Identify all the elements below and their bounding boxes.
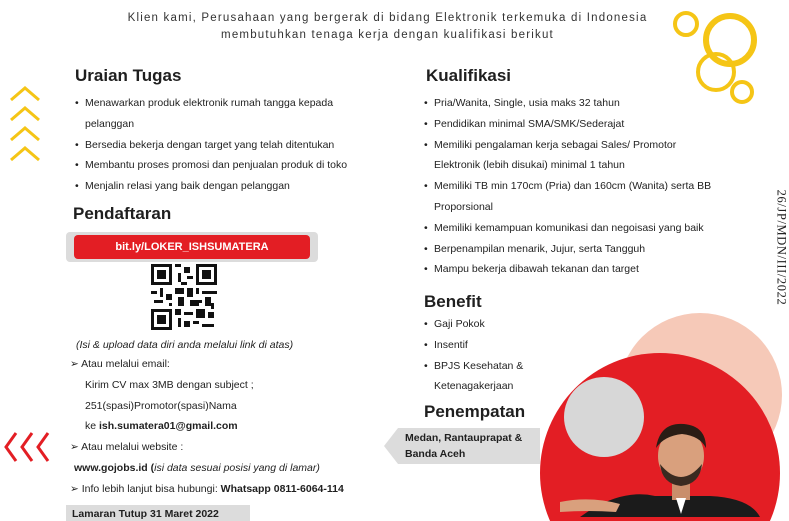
- whatsapp-contact[interactable]: Whatsapp 0811-6064-114: [220, 483, 344, 495]
- website-line: www.gojobs.id (isi data sesuai posisi yang di lamar): [74, 462, 320, 474]
- uraian-tugas-heading: Uraian Tugas: [75, 66, 182, 85]
- list-item: • Bersedia bekerja dengan target yang telah ditentukan: [75, 135, 395, 156]
- list-item: • Menawarkan produk elektronik rumah tangga kepada: [75, 93, 395, 114]
- penempatan-heading: Penempatan: [424, 402, 526, 421]
- list-item: • Memiliki pengalaman kerja sebagai Sales/ Promotor: [424, 135, 754, 156]
- reference-code: 26/JP/MDN/III/2022: [774, 189, 789, 306]
- website-link[interactable]: www.gojobs.id: [74, 462, 148, 474]
- list-item: • Gaji Pokok: [424, 314, 564, 335]
- list-item: • Membantu proses promosi dan penjualan produk di toko: [75, 155, 395, 176]
- list-item: • BPJS Kesehatan &: [424, 356, 564, 377]
- intro-text: [100, 10, 675, 44]
- registration-note: (Isi & upload data diri anda melalui link di atas): [76, 339, 294, 351]
- list-item: • Menjalin relasi yang baik dengan pelanggan: [75, 176, 395, 197]
- arrow-icon: ➢: [70, 483, 82, 495]
- kualifikasi-heading: Kualifikasi: [426, 66, 512, 85]
- kualifikasi-list: [424, 93, 754, 280]
- pendaftaran-heading: Pendaftaran: [73, 204, 172, 223]
- benefit-heading: Benefit: [424, 292, 482, 311]
- placement-locations: [405, 430, 522, 462]
- list-item: • Memiliki kemampuan komunikasi dan negoisasi yang baik: [424, 218, 754, 239]
- list-item: • Pendidikan minimal SMA/SMK/Sederajat: [424, 114, 754, 135]
- registration-link-button[interactable]: bit.ly/LOKER_ISHSUMATERA: [74, 235, 310, 259]
- email-address-line: ke ish.sumatera01@gmail.com: [85, 420, 238, 432]
- benefit-list: [424, 314, 564, 397]
- contact-info-line: ➢ Info lebih lanjut bisa hubungi: Whatsapp 0811-6064-114: [70, 483, 344, 495]
- list-item: • Memiliki TB min 170cm (Pria) dan 160cm (Wanita) serta BB: [424, 176, 754, 197]
- email-option-label: ➢ Atau melalui email:: [70, 358, 170, 370]
- arrow-icon: ➢: [70, 358, 82, 370]
- list-item: • Insentif: [424, 335, 564, 356]
- email-address-link[interactable]: ish.sumatera01@gmail.com: [99, 420, 238, 432]
- arrow-icon: ➢: [70, 441, 82, 453]
- chevron-up-decoration: [8, 84, 42, 170]
- list-item: • Mampu bekerja dibawah tekanan dan target: [424, 259, 754, 280]
- intro-line-1: Klien kami, Perusahaan yang bergerak di bidang Elektronik terkemuka di Indonesia: [127, 12, 648, 24]
- closing-date: Lamaran Tutup 31 Maret 2022: [72, 508, 219, 520]
- placement-line-2: Banda Aceh: [405, 448, 466, 460]
- placement-line-1: Medan, Rantauprapat &: [405, 432, 523, 444]
- uraian-tugas-list: [75, 93, 395, 197]
- intro-line-2: membutuhkan tenaga kerja dengan kualifikasi berikut: [221, 29, 554, 41]
- list-item-continuation: Ketenagakerjaan: [434, 380, 514, 393]
- list-item: • Berpenampilan menarik, Jujur, serta Tangguh: [424, 239, 754, 260]
- email-instruction-1: Kirim CV max 3MB dengan subject ;: [85, 379, 254, 391]
- person-photo: [560, 418, 760, 517]
- website-option-label: ➢ Atau melalui website :: [70, 441, 184, 453]
- yellow-bubbles-decoration: [668, 6, 775, 106]
- email-instruction-2: 251(spasi)Promotor(spasi)Nama: [85, 400, 237, 412]
- list-item: • Pria/Wanita, Single, usia maks 32 tahun: [424, 93, 754, 114]
- list-item-continuation: pelanggan: [85, 117, 135, 130]
- chevron-left-decoration: [2, 430, 58, 464]
- qr-code-icon: [151, 264, 217, 330]
- list-item-continuation: Elektronik (lebih disukai) minimal 1 tahun: [434, 159, 625, 172]
- list-item-continuation: Proporsional: [434, 200, 493, 213]
